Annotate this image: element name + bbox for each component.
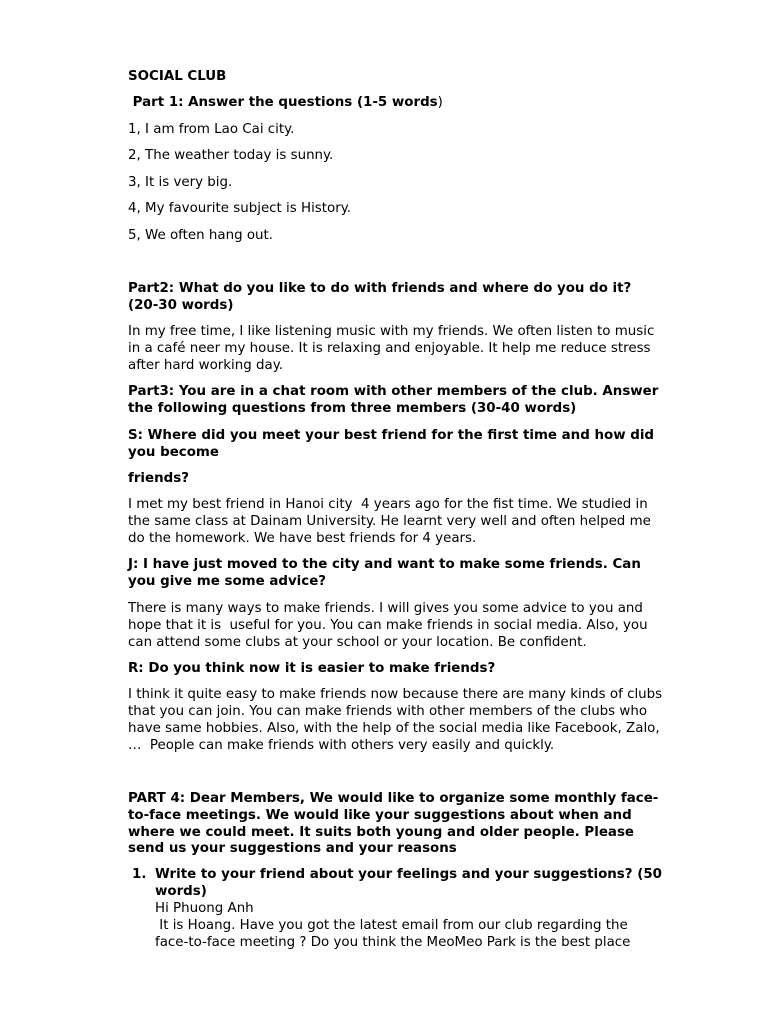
part2-heading: Part2: What do you like to do with friends and where do you do it? <box>128 281 632 296</box>
part3-s-answer: do the homework. We have best friends for 4 years. <box>128 531 477 546</box>
part3-r-answer: have same hobbies. Also, with the help of the social media like Facebook, Zalo, <box>128 721 660 736</box>
part2-answer: In my free time, I like listening music with my friends. We often listen to music <box>128 324 655 339</box>
part1-answer: 3, It is very big. <box>128 175 233 190</box>
part4-heading: PART 4: Dear Members, We would like to organize some monthly face- <box>128 791 659 806</box>
part3-r-answer: I think it quite easy to make friends now because there are many kinds of clubs <box>128 687 663 702</box>
part3-j-answer: hope that it is useful for you. You can make friends in social media. Also, you <box>128 618 648 633</box>
part2-answer: after hard working day. <box>128 358 283 373</box>
part3-j-answer: There is many ways to make friends. I will gives you some advice to you and <box>128 601 643 616</box>
part2-heading: (20-30 words) <box>128 298 234 313</box>
part1-heading: Part 1: Answer the questions (1-5 words) <box>128 95 443 110</box>
part4-item-answer: Hi Phuong Anh <box>155 901 254 916</box>
part3-s-answer: I met my best friend in Hanoi city 4 years ago for the fist time. We studied in <box>128 497 648 512</box>
part3-s-question: friends? <box>128 471 189 486</box>
part4-item-question: Write to your friend about your feelings and your suggestions? (50 <box>155 867 662 882</box>
part2-answer: in a café neer my house. It is relaxing and enjoyable. It help me reduce stress <box>128 341 651 356</box>
part3-r-question: R: Do you think now it is easier to make friends? <box>128 661 496 676</box>
part3-s-question: S: Where did you meet your best friend for the first time and how did <box>128 428 654 443</box>
part1-answer: 4, My favourite subject is History. <box>128 201 351 216</box>
part3-heading: the following questions from three members (30-40 words) <box>128 401 577 416</box>
part4-item-question: words) <box>155 884 207 899</box>
part4-heading: where we could meet. It suits both young and older people. Please <box>128 825 634 840</box>
part3-j-question: you give me some advice? <box>128 574 327 589</box>
part3-j-question: J: I have just moved to the city and want to make some friends. Can <box>128 557 641 572</box>
list-item-number: 1. <box>132 867 147 882</box>
part1-answer: 5, We often hang out. <box>128 228 274 243</box>
part4-item-answer: It is Hoang. Have you got the latest email from our club regarding the <box>155 918 628 933</box>
document-title: SOCIAL CLUB <box>128 69 227 84</box>
part3-s-answer: the same class at Dainam University. He learnt very well and often helped me <box>128 514 651 529</box>
part1-answer: 2, The weather today is sunny. <box>128 148 334 163</box>
part4-heading: send us your suggestions and your reasons <box>128 841 457 856</box>
part3-r-answer: … People can make friends with others very easily and quickly. <box>128 738 555 753</box>
part3-s-question: you become <box>128 445 219 460</box>
part1-answer: 1, I am from Lao Cai city. <box>128 122 295 137</box>
part3-j-answer: can attend some clubs at your school or your location. Be confident. <box>128 635 587 650</box>
part3-heading: Part3: You are in a chat room with other members of the club. Answer <box>128 384 659 399</box>
part4-item-answer: face-to-face meeting ? Do you think the MeoMeo Park is the best place <box>155 935 631 950</box>
part4-heading: to-face meetings. We would like your suggestions about when and <box>128 808 632 823</box>
part3-r-answer: that you can join. You can make friends with other members of the clubs who <box>128 704 648 719</box>
